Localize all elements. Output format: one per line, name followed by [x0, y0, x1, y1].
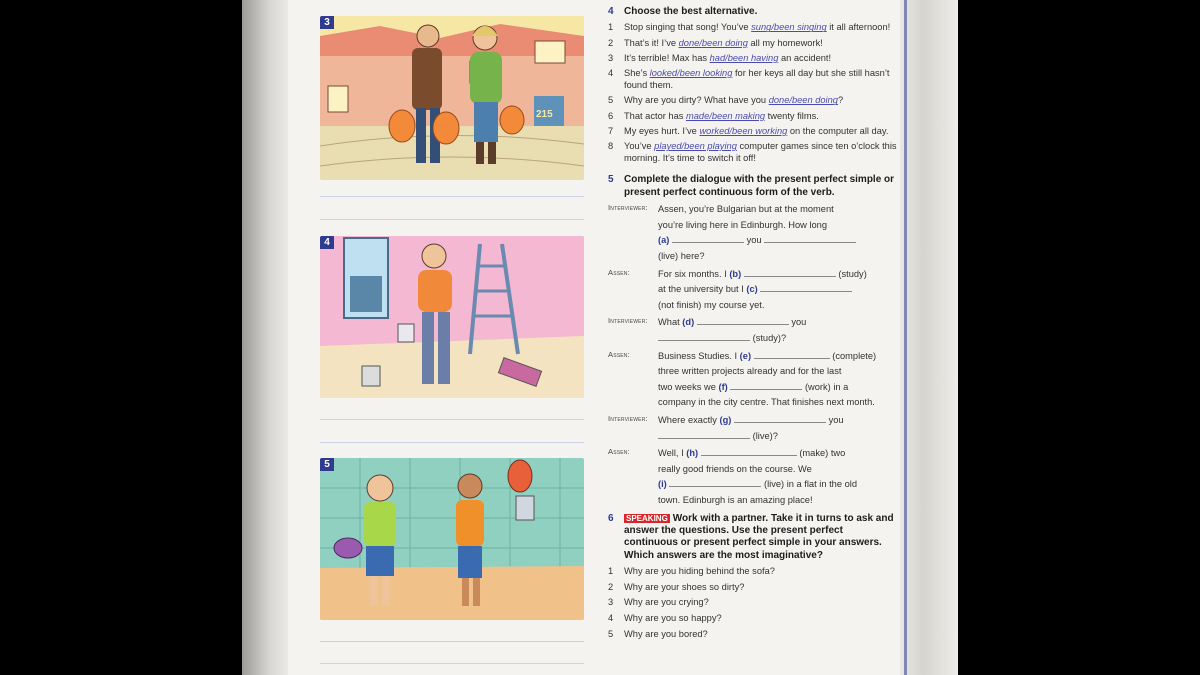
exercise-number: 5	[608, 174, 614, 186]
answer-gap[interactable]	[672, 233, 744, 243]
page-edge-line	[904, 0, 907, 675]
dialogue-text: (live) in a flat in the old	[763, 479, 857, 490]
dialogue-text: (study)?	[752, 333, 787, 343]
dialogue-text: For six months. I	[658, 268, 727, 279]
answer-gap[interactable]	[754, 349, 830, 359]
dialogue-text: two weeks we	[658, 381, 716, 392]
speaker-label: Assen:	[608, 349, 630, 359]
writing-line	[320, 641, 584, 642]
writing-line	[320, 663, 584, 664]
item-text-before: She’s	[624, 68, 650, 79]
dialogue-line	[658, 233, 898, 249]
answer-gap[interactable]	[658, 429, 750, 439]
dialogue-line	[658, 380, 898, 396]
item-number: 8	[608, 141, 614, 152]
gap-label: (a)	[658, 235, 670, 246]
writing-line	[320, 196, 584, 197]
question-text: Why are you bored?	[624, 628, 708, 639]
answer-gap[interactable]	[697, 315, 789, 325]
answer-gap[interactable]	[744, 267, 836, 277]
item-number: 7	[608, 125, 614, 136]
dialogue-turn	[608, 413, 898, 444]
picture-3	[320, 16, 584, 180]
exercise-item	[608, 94, 898, 106]
exercise-title: Work with a partner. Take it in turns to ask and answer the questions. Use the present perfect continuous or present perfect simple in your answers. Which answers are the most imaginative?	[624, 512, 894, 561]
answer-gap[interactable]	[730, 380, 802, 390]
item-text	[624, 52, 831, 64]
dialogue-text: you	[746, 235, 762, 246]
dialogue-line	[658, 267, 898, 283]
item-number: 5	[608, 95, 614, 106]
exercise-title: Choose the best alternative.	[624, 6, 758, 17]
dialogue-line	[658, 349, 898, 365]
picture-4	[320, 236, 584, 398]
item-number: 1	[608, 22, 614, 33]
dialogue-line	[658, 282, 898, 298]
item-text-before: My eyes hurt. I’ve	[624, 125, 700, 136]
dialogue-line	[658, 429, 898, 445]
item-text-after: an accident!	[778, 52, 832, 63]
exercise-item	[608, 140, 898, 164]
page-edge	[900, 0, 958, 675]
item-text-before: That’s it! I’ve	[624, 37, 679, 48]
exercise-item	[608, 125, 898, 137]
dialogue-text: (study)	[838, 268, 867, 279]
item-text-after: it all afternoon!	[826, 22, 891, 33]
gap-label: (d)	[682, 317, 695, 328]
dialogue-text: (live)?	[752, 430, 778, 441]
item-text-after: twenty films.	[765, 110, 819, 121]
item-text-after: on the computer all day.	[787, 125, 889, 136]
dialogue-turn	[608, 446, 898, 508]
gap-label: (g)	[719, 414, 732, 425]
alternative-choice[interactable]: made/been making	[686, 110, 766, 121]
writing-line	[320, 419, 584, 420]
item-text-before: Stop singing that song! You’ve	[624, 22, 752, 33]
dialogue-line: Assen, you’re Bulgarian but at the moment	[658, 204, 834, 215]
exercise-4-list	[608, 21, 898, 164]
speaker-label: Interviewer:	[608, 413, 648, 423]
alternative-choice[interactable]: looked/been looking	[649, 68, 733, 79]
dialogue-text: at the university but I	[658, 284, 744, 295]
dialogue-line	[658, 413, 898, 429]
dialogue-line	[658, 315, 898, 331]
dialogue-line	[658, 331, 898, 347]
speaking-badge: SPEAKING	[626, 513, 668, 523]
item-text	[624, 125, 888, 137]
exercise-number: 6	[608, 512, 614, 524]
dialogue-line	[658, 446, 898, 462]
question-item	[608, 628, 898, 640]
item-text	[624, 37, 823, 49]
gap-label: (i)	[658, 479, 667, 490]
item-number: 3	[608, 597, 614, 608]
speaker-label: Interviewer:	[608, 203, 648, 213]
question-text: Why are your shoes so dirty?	[624, 581, 745, 592]
door-number-sign: 215	[536, 109, 553, 120]
exercise-number: 4	[608, 6, 614, 17]
item-text-after: computer games since ten o’clock this morning. It’s time to switch it off!	[624, 141, 897, 164]
alternative-choice[interactable]: done/been doing	[678, 37, 748, 48]
answer-gap[interactable]	[658, 331, 750, 341]
item-number: 3	[608, 52, 614, 63]
exercise-item	[608, 67, 898, 91]
picture-number-badge: 5	[320, 458, 334, 471]
dialogue-text: (complete)	[832, 350, 877, 361]
exercise-item	[608, 52, 898, 64]
dialogue-turn	[608, 267, 898, 314]
gap-label: (b)	[729, 268, 742, 279]
item-number: 2	[608, 581, 614, 592]
item-text	[624, 140, 898, 164]
exercise-item	[608, 110, 898, 122]
exercise-4-heading	[608, 6, 898, 18]
dialogue-line: really good friends on the course. We	[658, 463, 812, 474]
dialogue-text: What	[658, 317, 680, 328]
question-item	[608, 612, 898, 624]
dialogue-line: you’re living here in Edinburgh. How long	[658, 219, 827, 230]
exercise-6-heading	[608, 513, 898, 563]
gap-label: (f)	[718, 381, 728, 392]
exercise-title: Complete the dialogue with the present perfect simple or present perfect continuous form of the verb.	[624, 174, 895, 198]
exercise-item	[608, 37, 898, 49]
question-text: Why are you hiding behind the sofa?	[624, 566, 775, 577]
exercise-column	[608, 6, 898, 643]
dialogue-text: you	[791, 317, 807, 328]
dialogue-turn	[608, 315, 898, 346]
dialogue-line: (live) here?	[658, 251, 705, 262]
item-text-after: all my homework!	[747, 37, 823, 48]
picture-number-badge: 4	[320, 236, 334, 249]
item-text	[624, 67, 898, 91]
exercise-item	[608, 21, 898, 33]
item-text-before: Why are you dirty? What have you	[624, 95, 769, 106]
dialogue-text: you	[828, 414, 844, 425]
picture-5	[320, 458, 584, 620]
item-text-after: ?	[837, 95, 844, 106]
gap-label: (c)	[746, 284, 758, 295]
item-number: 5	[608, 628, 614, 639]
dialogue-text: (work) in a	[804, 381, 849, 392]
question-item	[608, 596, 898, 608]
question-item	[608, 581, 898, 593]
speaker-label: Assen:	[608, 267, 630, 277]
picture-4-illustration	[320, 236, 584, 398]
dialogue-line: town. Edinburgh is an amazing place!	[658, 494, 813, 505]
dialogue-line: (not finish) my course yet.	[658, 299, 765, 310]
answer-gap[interactable]	[764, 233, 856, 243]
dialogue-text: Business Studies. I	[658, 350, 738, 361]
item-text-after: for her keys all day but she still hasn’t found them.	[624, 68, 890, 91]
question-text: Why are you crying?	[624, 597, 709, 608]
page-spine-shadow	[242, 0, 288, 675]
answer-gap[interactable]	[734, 413, 826, 423]
dialogue-line: company in the city centre. That finishes next month.	[658, 397, 875, 408]
picture-3-illustration	[320, 16, 584, 180]
speaker-label: Assen:	[608, 447, 630, 457]
question-item	[608, 565, 898, 577]
item-text	[624, 94, 843, 106]
dialogue-text: (make) two	[799, 448, 846, 459]
answer-gap[interactable]	[760, 282, 852, 292]
alternative-choice[interactable]: done/been doing	[768, 95, 838, 106]
answer-gap[interactable]	[701, 446, 797, 456]
question-text: Why are you so happy?	[624, 612, 722, 623]
alternative-choice[interactable]: had/been having	[709, 52, 779, 63]
picture-5-illustration	[320, 458, 584, 620]
writing-line	[320, 219, 584, 220]
writing-line	[320, 442, 584, 443]
dialogue-text: Where exactly	[658, 414, 717, 425]
exercise-5-heading	[608, 174, 898, 199]
item-number: 4	[608, 68, 614, 79]
item-number: 2	[608, 37, 614, 48]
item-number: 1	[608, 566, 614, 577]
alternative-choice[interactable]: played/been playing	[654, 141, 737, 152]
item-text	[624, 110, 819, 122]
dialogue-line: three written projects already and for the last	[658, 366, 842, 377]
item-text-before: It’s terrible! Max has	[624, 52, 710, 63]
item-text-before: That actor has	[624, 110, 687, 121]
speaker-label: Interviewer:	[608, 316, 648, 326]
dialogue-turn	[608, 202, 898, 264]
dialogue-turn	[608, 349, 898, 411]
alternative-choice[interactable]: sung/been singing	[751, 22, 827, 33]
dialogue-line	[658, 477, 898, 493]
exercise-6-list	[608, 565, 898, 640]
gap-label: (e)	[739, 350, 752, 361]
item-number: 6	[608, 110, 614, 121]
picture-number-badge: 3	[320, 16, 334, 29]
gap-label: (h)	[686, 448, 699, 459]
item-number: 4	[608, 612, 614, 623]
answer-gap[interactable]	[669, 477, 761, 487]
dialogue-text: Well, I	[658, 448, 684, 459]
item-text	[624, 21, 890, 33]
item-text-before: You’ve	[624, 141, 655, 152]
alternative-choice[interactable]: worked/been working	[699, 125, 788, 136]
